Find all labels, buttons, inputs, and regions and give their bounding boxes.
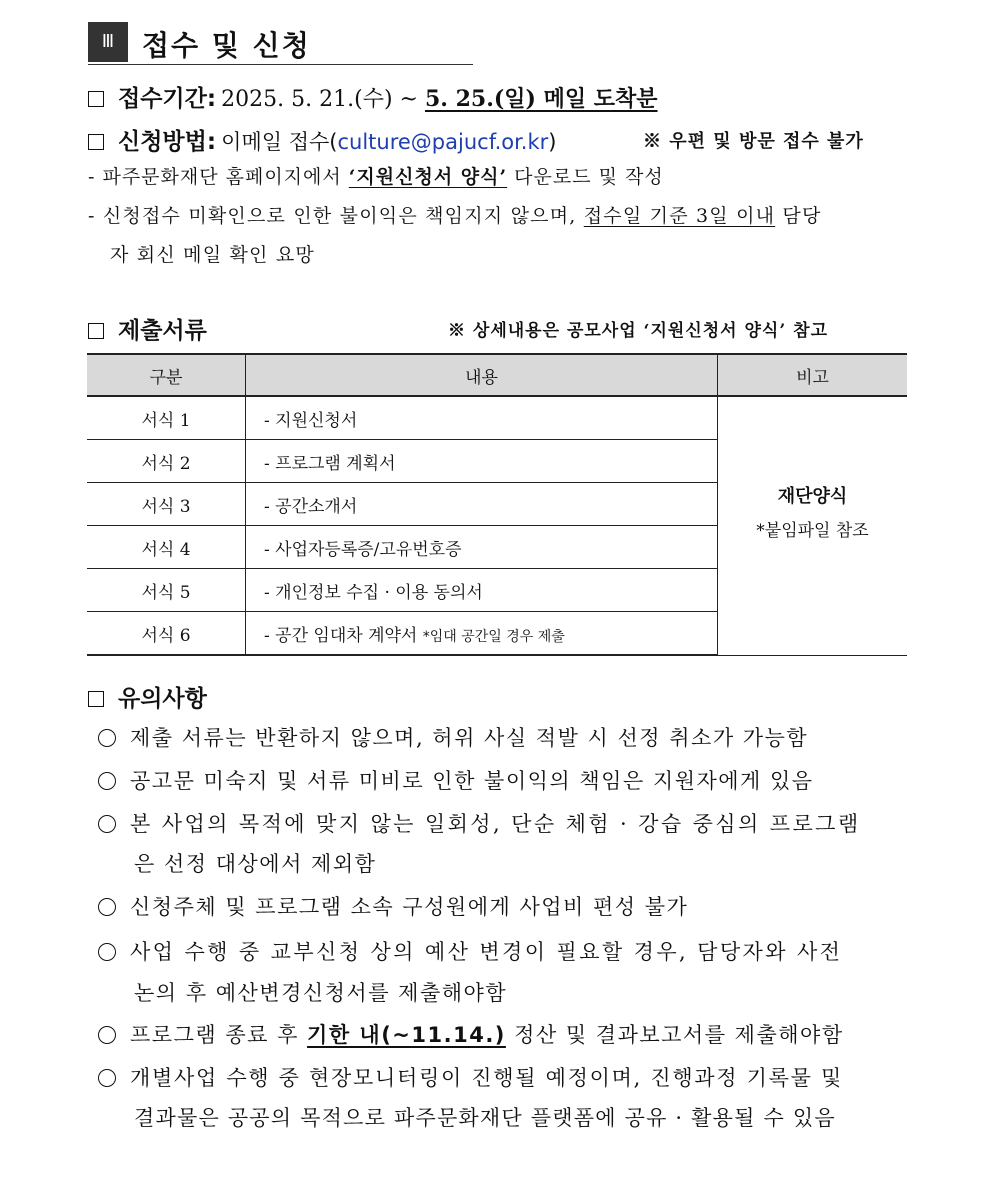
notes-item-7-cont: 결과물은 공공의 목적으로 파주문화재단 플랫폼에 공유 · 활용될 수 있음 [134, 1106, 836, 1130]
row-content-text: - 공간 임대차 계약서 [264, 625, 423, 646]
method-bullet-1 [88, 162, 664, 189]
circle-bullet-icon [98, 943, 116, 961]
notes-item-2 [98, 765, 814, 795]
notes-item-3-cont: 은 선정 대상에서 제외함 [134, 852, 377, 876]
period-row [88, 80, 658, 113]
table-row [87, 396, 907, 440]
method-bullet-2 [88, 201, 822, 228]
notes-item-deadline: 기한 내(~11.14.) [307, 1023, 506, 1047]
checkbox-bullet-icon [88, 691, 104, 707]
row-content: - 개인정보 수집 · 이용 동의서 [246, 569, 718, 612]
method-note: ※ 우편 및 방문 접수 불가 [643, 131, 864, 152]
row-content: - 프로그램 계획서 [246, 440, 718, 483]
notes-item-4 [98, 891, 688, 921]
period-deadline: 5. 25.(일) 메일 도착분 [424, 86, 658, 112]
method-bullet-2-cont: 자 회신 메일 확인 요망 [110, 244, 315, 266]
bullet-text: 담당 [775, 205, 822, 227]
notes-item-text: 본 사업의 목적에 맞지 않는 일회성, 단순 체험 · 강습 중심의 프로그램 [130, 812, 861, 836]
section-number-badge: Ⅲ [88, 22, 128, 62]
checkbox-bullet-icon [88, 134, 104, 150]
notes-item-text: 제출 서류는 반환하지 않으며, 허위 사실 적발 시 선정 취소가 가능함 [130, 726, 809, 750]
notes-item-1 [98, 722, 808, 752]
notes-item-text: 신청주체 및 프로그램 소속 구성원에게 사업비 편성 불가 [130, 895, 689, 919]
notes-item-7 [98, 1062, 843, 1092]
row-content [246, 612, 718, 656]
documents-label: 제출서류 [118, 318, 207, 344]
notes-item-5 [98, 936, 842, 966]
circle-bullet-icon [98, 1026, 116, 1044]
row-type: 서식 3 [87, 483, 246, 526]
row-content-note: *임대 공간일 경우 제출 [422, 628, 565, 645]
notes-item-5-cont: 논의 후 예산변경신청서를 제출해야함 [134, 981, 508, 1005]
row-content: - 사업자등록증/고유번호증 [246, 526, 718, 569]
section-title: 접수 및 신청 [142, 29, 311, 62]
row-content: - 공간소개서 [246, 483, 718, 526]
email-link[interactable]: culture@pajucf.or.kr [337, 130, 549, 154]
row-type: 서식 4 [87, 526, 246, 569]
notes-label: 유의사항 [118, 686, 207, 712]
method-close: ) [548, 130, 557, 154]
circle-bullet-icon [98, 729, 116, 747]
notes-item-text: 공고문 미숙지 및 서류 미비로 인한 불이익의 책임은 지원자에게 있음 [130, 769, 814, 793]
row-content: - 지원신청서 [246, 396, 718, 440]
table-header-row [87, 354, 907, 396]
circle-bullet-icon [98, 1069, 116, 1087]
notes-item-text: 사업 수행 중 교부신청 상의 예산 변경이 필요할 경우, 담당자와 사전 [130, 940, 843, 964]
circle-bullet-icon [98, 815, 116, 833]
circle-bullet-icon [98, 898, 116, 916]
remark-cell [718, 396, 908, 655]
notes-item-text: 개별사업 수행 중 현장모니터링이 진행될 예정이며, 진행과정 기록물 및 [130, 1066, 843, 1090]
header-type: 구분 [87, 354, 246, 396]
row-type: 서식 2 [87, 440, 246, 483]
checkbox-bullet-icon [88, 323, 104, 339]
method-value: 이메일 접수( [221, 130, 338, 154]
row-type: 서식 1 [87, 396, 246, 440]
documents-note: ※ 상세내용은 공모사업 ‘지원신청서 양식’ 참고 [448, 321, 829, 341]
documents-heading [88, 312, 207, 345]
period-label: 접수기간: [118, 86, 217, 112]
header-remark: 비고 [718, 354, 908, 396]
notes-item-text: 프로그램 종료 후 [130, 1023, 308, 1047]
bullet-text: 다운로드 및 작성 [507, 166, 664, 188]
documents-table [87, 353, 907, 656]
method-label: 신청방법: [118, 129, 217, 155]
period-value: 2025. 5. 21.(수) ~ [221, 87, 425, 112]
circle-bullet-icon [98, 772, 116, 790]
row-type: 서식 6 [87, 612, 246, 656]
remark-title: 재단양식 [777, 486, 848, 508]
notes-item-3 [98, 808, 861, 838]
notes-item-text: 정산 및 결과보고서를 제출해야함 [505, 1023, 844, 1047]
remark-sub: *붙임파일 참조 [756, 521, 869, 542]
bullet-bold-text: ‘지원신청서 양식’ [348, 166, 508, 188]
header-content: 내용 [246, 354, 718, 396]
method-row [88, 123, 556, 156]
notes-heading [88, 680, 207, 713]
notes-item-6 [98, 1019, 844, 1049]
checkbox-bullet-icon [88, 91, 104, 107]
row-type: 서식 5 [87, 569, 246, 612]
bullet-text: - 신청접수 미확인으로 인한 불이익은 책임지지 않으며, [88, 205, 584, 227]
bullet-underlined-text: 접수일 기준 3일 이내 [583, 205, 776, 227]
bullet-text: - 파주문화재단 홈페이지에서 [88, 166, 349, 188]
section-title-underline [88, 64, 473, 65]
